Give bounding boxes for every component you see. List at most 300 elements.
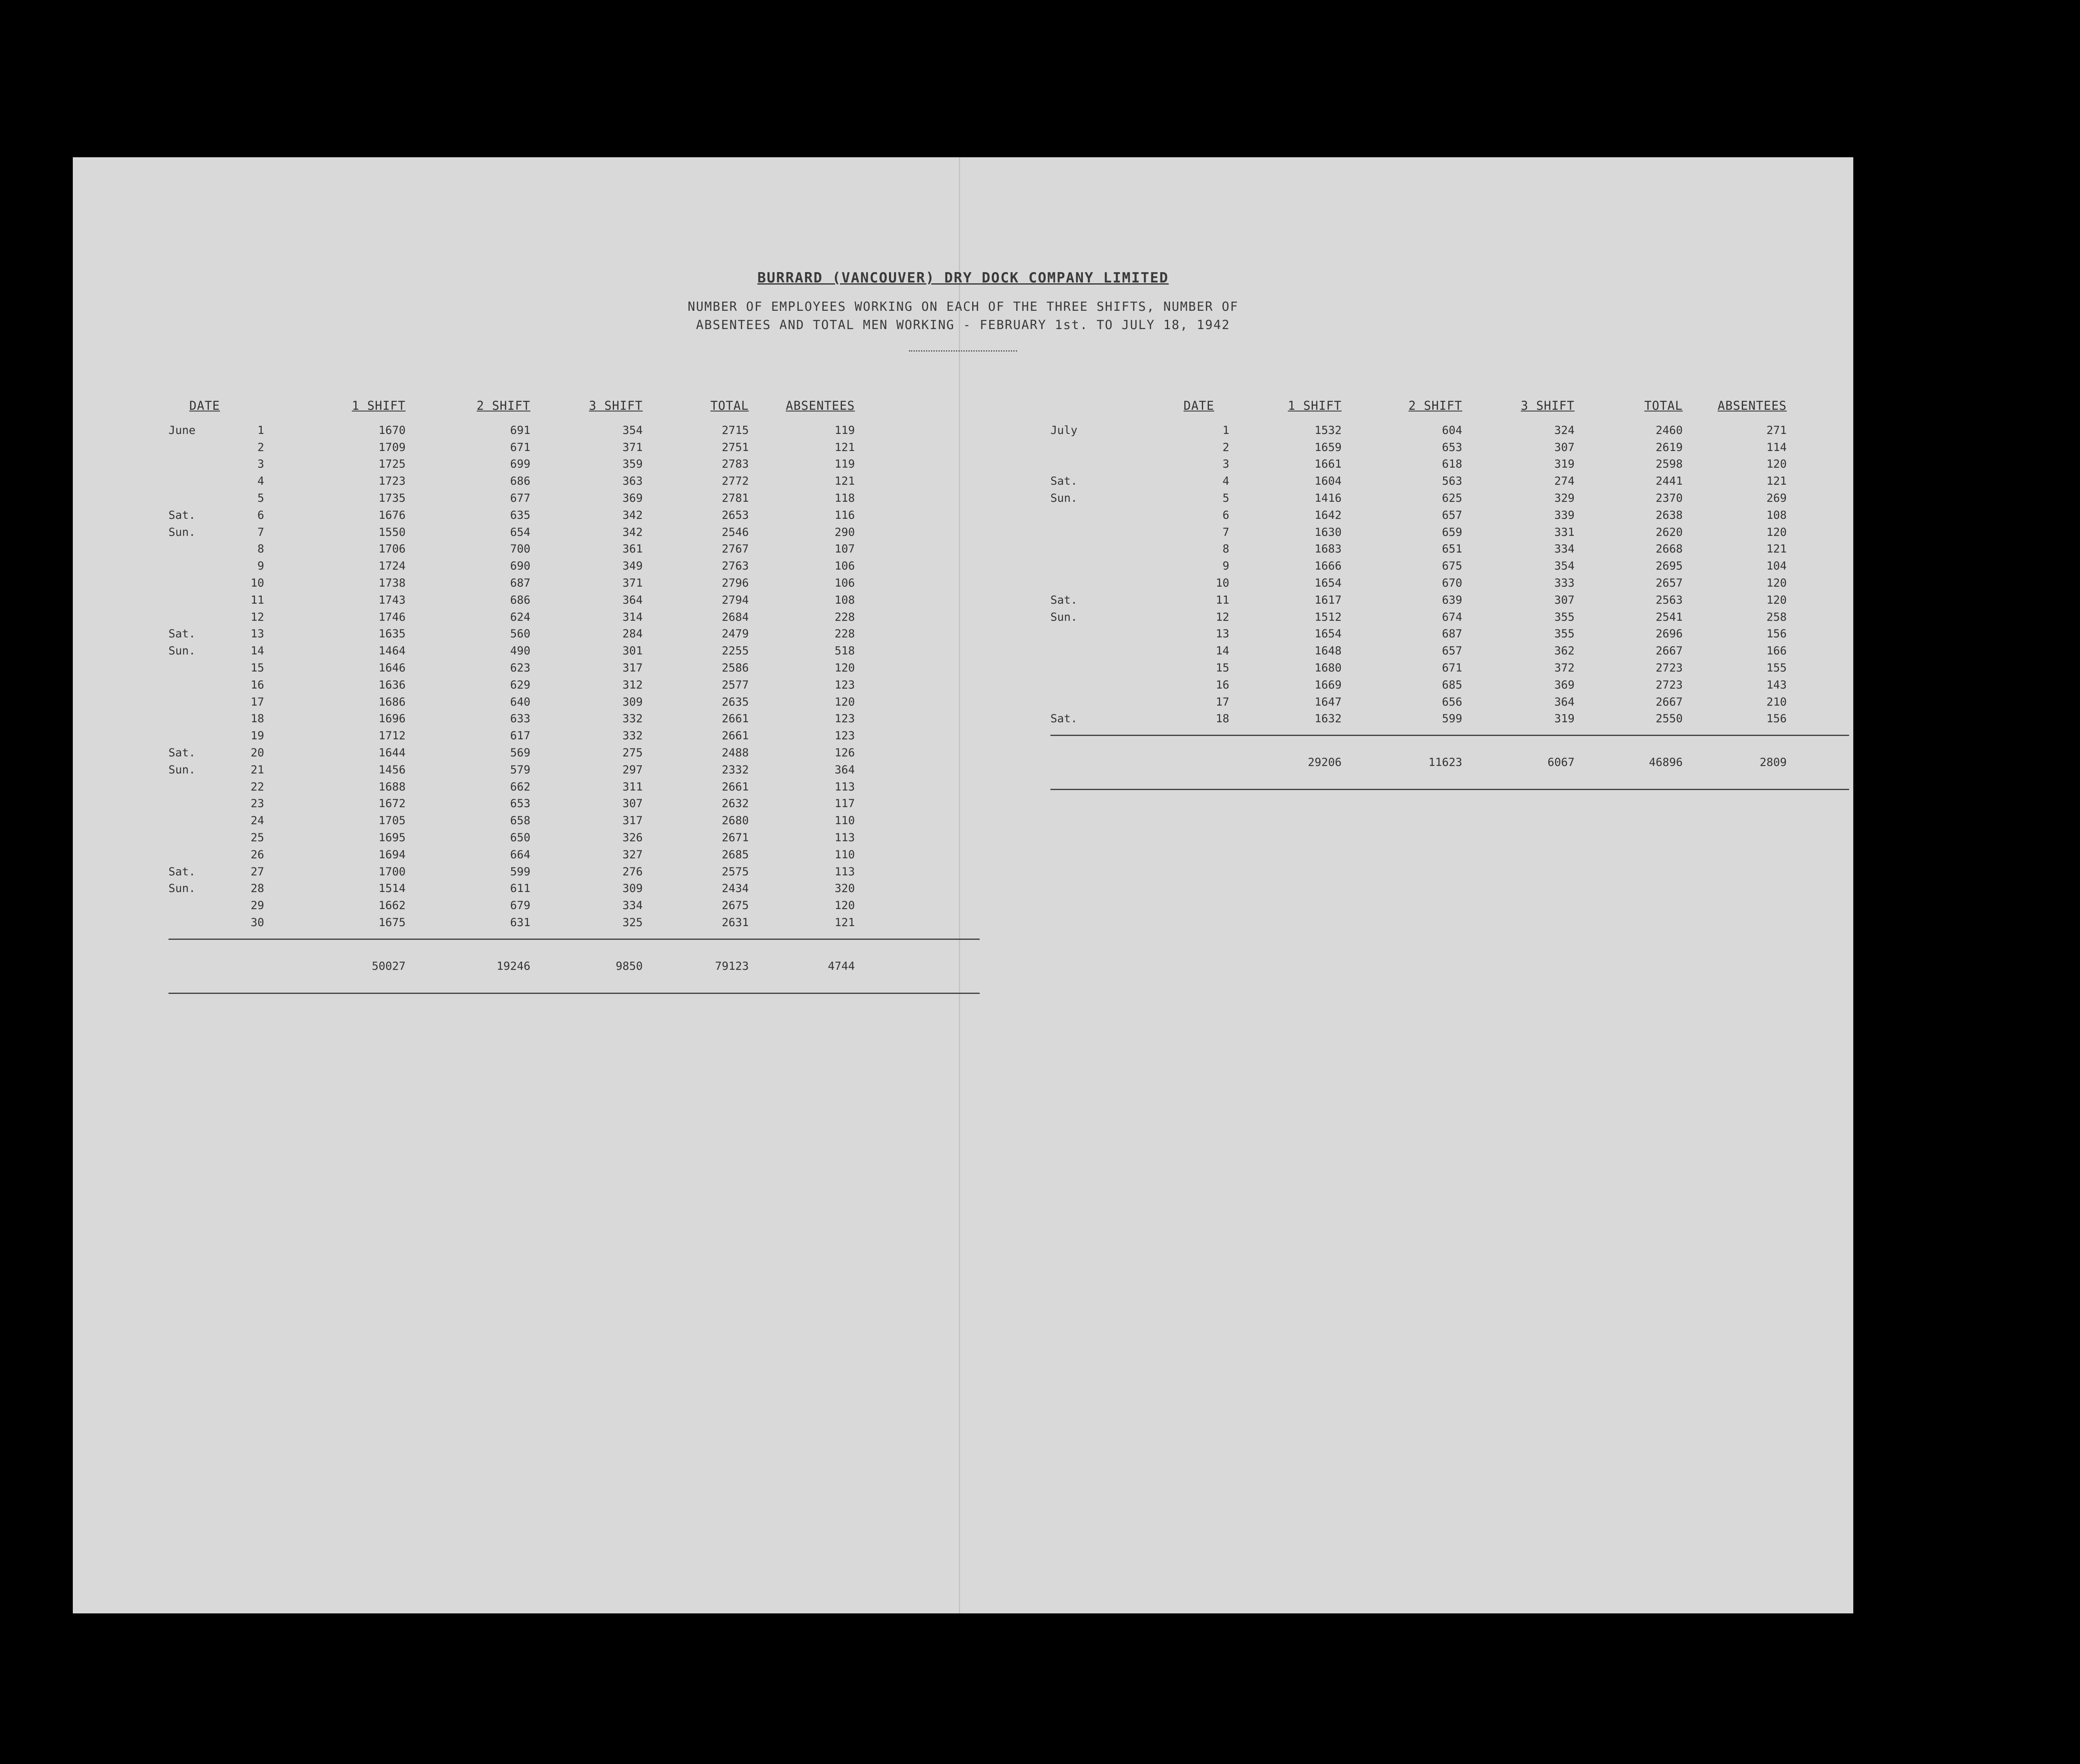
row-shift3: 274 <box>1554 475 1575 488</box>
row-shift2: 659 <box>1442 525 1462 539</box>
june-table-row <box>168 557 980 575</box>
row-day: Sun. <box>168 763 196 776</box>
row-shift2: 651 <box>1442 543 1462 556</box>
row-date: 16 <box>250 678 264 691</box>
june-table <box>168 399 980 994</box>
row-shift1: 1675 <box>378 916 406 929</box>
row-shift3: 363 <box>622 475 643 488</box>
row-shift1: 1688 <box>378 780 406 793</box>
june-table-row <box>168 880 980 897</box>
row-shift2: 599 <box>510 865 530 878</box>
row-date: 1 <box>1222 424 1229 437</box>
row-shift2: 604 <box>1442 424 1462 437</box>
june-table-row <box>168 422 980 439</box>
row-total: 2667 <box>1655 695 1683 709</box>
row-day: Sun. <box>168 882 196 895</box>
row-date: 20 <box>250 746 264 760</box>
row-absentees: 269 <box>1766 492 1787 505</box>
row-day: Sat. <box>1050 712 1078 726</box>
row-shift3: 284 <box>622 627 643 641</box>
row-shift1: 1512 <box>1314 610 1342 624</box>
col-date: DATE <box>1184 399 1214 413</box>
row-shift2: 650 <box>510 831 530 845</box>
document-header <box>73 270 1853 352</box>
row-absentees: 156 <box>1766 627 1787 641</box>
row-total: 2550 <box>1655 712 1683 726</box>
row-absentees: 121 <box>834 441 855 454</box>
row-day: Sun. <box>1050 492 1078 505</box>
july-table-row <box>1050 592 1849 609</box>
row-shift2: 686 <box>510 475 530 488</box>
col-shift2: 2 SHIFT <box>476 399 530 413</box>
row-shift3: 319 <box>1554 712 1575 726</box>
col-shift1: 1 SHIFT <box>352 399 406 413</box>
row-shift2: 618 <box>1442 458 1462 471</box>
row-shift2: 631 <box>510 916 530 929</box>
row-absentees: 123 <box>834 678 855 691</box>
row-total: 2675 <box>721 899 749 912</box>
june-rows <box>168 422 980 931</box>
col-absentees: ABSENTEES <box>785 399 855 413</box>
july-bottom-rule <box>1050 789 1849 790</box>
row-shift2: 671 <box>510 441 530 454</box>
row-total: 2546 <box>721 525 749 539</box>
june-table-row <box>168 727 980 744</box>
row-shift1: 1694 <box>378 848 406 861</box>
june-table-row <box>168 897 980 914</box>
row-absentees: 106 <box>834 577 855 590</box>
july-table-row <box>1050 676 1849 694</box>
row-total: 2479 <box>721 627 749 641</box>
row-shift2: 671 <box>1442 662 1462 675</box>
row-date: 14 <box>1216 644 1229 658</box>
june-table-row <box>168 676 980 694</box>
col-shift3: 3 SHIFT <box>1520 399 1575 413</box>
row-date: 30 <box>250 916 264 929</box>
row-date: 4 <box>1222 475 1229 488</box>
row-total: 2696 <box>1655 627 1683 641</box>
row-date: 23 <box>250 797 264 810</box>
row-absentees: 120 <box>1766 593 1787 607</box>
july-totals-row <box>1050 756 1849 769</box>
july-table-row <box>1050 557 1849 575</box>
june-table-row <box>168 439 980 456</box>
row-shift3: 325 <box>622 916 643 929</box>
col-total: TOTAL <box>710 399 749 413</box>
july-table-row <box>1050 659 1849 676</box>
row-date: 5 <box>257 492 264 505</box>
row-shift1: 1644 <box>378 746 406 760</box>
june-total-total: 79123 <box>715 959 749 973</box>
row-shift1: 1712 <box>378 729 406 743</box>
july-total-shift3: 6067 <box>1547 756 1575 769</box>
row-absentees: 110 <box>834 848 855 861</box>
row-shift2: 656 <box>1442 695 1462 709</box>
row-absentees: 123 <box>834 712 855 726</box>
june-table-row <box>168 829 980 846</box>
row-shift3: 297 <box>622 763 643 776</box>
row-absentees: 120 <box>1766 458 1787 471</box>
june-table-row <box>168 490 980 507</box>
row-shift1: 1617 <box>1314 593 1342 607</box>
row-total: 2598 <box>1655 458 1683 471</box>
row-absentees: 121 <box>1766 543 1787 556</box>
row-shift2: 490 <box>510 644 530 658</box>
june-table-row <box>168 524 980 541</box>
july-total-shift1: 29206 <box>1307 756 1342 769</box>
row-shift1: 1735 <box>378 492 406 505</box>
row-shift1: 1666 <box>1314 560 1342 573</box>
row-shift2: 700 <box>510 543 530 556</box>
row-date: 1 <box>257 424 264 437</box>
june-table-row <box>168 812 980 829</box>
july-rows <box>1050 422 1849 727</box>
row-shift1: 1672 <box>378 797 406 810</box>
row-shift1: 1670 <box>378 424 406 437</box>
row-shift3: 276 <box>622 865 643 878</box>
row-shift3: 354 <box>622 424 643 437</box>
row-shift3: 339 <box>1554 508 1575 522</box>
row-shift1: 1646 <box>378 662 406 675</box>
row-day: Sat. <box>1050 593 1078 607</box>
row-total: 2370 <box>1655 492 1683 505</box>
row-shift1: 1632 <box>1314 712 1342 726</box>
row-shift2: 679 <box>510 899 530 912</box>
june-bottom-rule <box>168 993 980 994</box>
row-shift1: 1648 <box>1314 644 1342 658</box>
row-date: 13 <box>250 627 264 641</box>
row-shift1: 1514 <box>378 882 406 895</box>
row-total: 2667 <box>1655 644 1683 658</box>
row-shift1: 1642 <box>1314 508 1342 522</box>
row-absentees: 120 <box>1766 525 1787 539</box>
july-table-row <box>1050 507 1849 524</box>
row-shift1: 1661 <box>1314 458 1342 471</box>
row-total: 2684 <box>721 610 749 624</box>
row-shift1: 1669 <box>1314 678 1342 691</box>
row-absentees: 120 <box>834 695 855 709</box>
row-total: 2671 <box>721 831 749 845</box>
row-absentees: 143 <box>1766 678 1787 691</box>
row-date: 25 <box>250 831 264 845</box>
row-shift2: 611 <box>510 882 530 895</box>
row-date: 24 <box>250 814 264 827</box>
row-date: 9 <box>1222 560 1229 573</box>
row-total: 2723 <box>1655 662 1683 675</box>
june-table-row <box>168 694 980 711</box>
row-date: 14 <box>250 644 264 658</box>
row-shift3: 371 <box>622 577 643 590</box>
row-absentees: 126 <box>834 746 855 760</box>
row-date: 19 <box>250 729 264 743</box>
row-absentees: 113 <box>834 865 855 878</box>
july-table-row <box>1050 473 1849 490</box>
row-shift3: 364 <box>1554 695 1575 709</box>
row-shift3: 342 <box>622 508 643 522</box>
row-total: 2631 <box>721 916 749 929</box>
row-shift2: 686 <box>510 593 530 607</box>
row-shift3: 326 <box>622 831 643 845</box>
row-shift1: 1654 <box>1314 577 1342 590</box>
row-shift3: 332 <box>622 712 643 726</box>
row-shift2: 653 <box>510 797 530 810</box>
row-date: 12 <box>1216 610 1229 624</box>
row-date: 27 <box>250 865 264 878</box>
june-table-row <box>168 541 980 558</box>
row-total: 2767 <box>721 543 749 556</box>
row-absentees: 107 <box>834 543 855 556</box>
july-table-row <box>1050 439 1849 456</box>
row-shift3: 355 <box>1554 610 1575 624</box>
row-shift1: 1680 <box>1314 662 1342 675</box>
june-table-row <box>168 795 980 813</box>
row-shift2: 670 <box>1442 577 1462 590</box>
row-date: 3 <box>257 458 264 471</box>
row-absentees: 121 <box>834 475 855 488</box>
row-absentees: 320 <box>834 882 855 895</box>
row-day: Sat. <box>1050 475 1078 488</box>
row-total: 2685 <box>721 848 749 861</box>
row-shift3: 369 <box>1554 678 1575 691</box>
row-shift1: 1654 <box>1314 627 1342 641</box>
row-shift3: 314 <box>622 610 643 624</box>
document-subtitle <box>589 298 1337 334</box>
june-total-absentees: 4744 <box>827 959 855 973</box>
row-shift1: 1532 <box>1314 424 1342 437</box>
row-absentees: 116 <box>834 508 855 522</box>
row-total: 2794 <box>721 593 749 607</box>
row-shift1: 1456 <box>378 763 406 776</box>
row-total: 2668 <box>1655 543 1683 556</box>
row-shift3: 309 <box>622 882 643 895</box>
row-absentees: 518 <box>834 644 855 658</box>
row-day: Sat. <box>168 627 196 641</box>
row-shift2: 699 <box>510 458 530 471</box>
row-date: 29 <box>250 899 264 912</box>
row-day: Sat. <box>168 508 196 522</box>
row-shift1: 1416 <box>1314 492 1342 505</box>
row-shift1: 1705 <box>378 814 406 827</box>
row-shift1: 1659 <box>1314 441 1342 454</box>
row-total: 2441 <box>1655 475 1683 488</box>
row-shift2: 563 <box>1442 475 1462 488</box>
july-totals-rule <box>1050 735 1849 736</box>
row-shift1: 1676 <box>378 508 406 522</box>
row-shift3: 307 <box>1554 593 1575 607</box>
row-shift1: 1635 <box>378 627 406 641</box>
row-shift3: 275 <box>622 746 643 760</box>
row-total: 2620 <box>1655 525 1683 539</box>
july-total-total: 46896 <box>1649 756 1683 769</box>
row-shift2: 654 <box>510 525 530 539</box>
row-date: 5 <box>1222 492 1229 505</box>
row-date: 10 <box>1216 577 1229 590</box>
row-shift2: 599 <box>1442 712 1462 726</box>
row-shift3: 349 <box>622 560 643 573</box>
row-shift1: 1709 <box>378 441 406 454</box>
row-absentees: 120 <box>1766 577 1787 590</box>
row-date: 11 <box>1216 593 1229 607</box>
row-shift2: 685 <box>1442 678 1462 691</box>
col-shift2: 2 SHIFT <box>1408 399 1462 413</box>
row-shift3: 329 <box>1554 492 1575 505</box>
row-shift2: 617 <box>510 729 530 743</box>
row-date: 28 <box>250 882 264 895</box>
subtitle-line-1: NUMBER OF EMPLOYEES WORKING ON EACH OF THE THREE SHIFTS, NUMBER OF <box>687 300 1239 314</box>
june-table-row <box>168 575 980 592</box>
july-table-row <box>1050 490 1849 507</box>
row-total: 2661 <box>721 712 749 726</box>
row-shift3: 333 <box>1554 577 1575 590</box>
row-shift3: 312 <box>622 678 643 691</box>
row-absentees: 119 <box>834 424 855 437</box>
july-table-row <box>1050 626 1849 643</box>
june-table-row <box>168 778 980 795</box>
row-date: 7 <box>1222 525 1229 539</box>
row-shift2: 640 <box>510 695 530 709</box>
row-total: 2577 <box>721 678 749 691</box>
row-shift1: 1695 <box>378 831 406 845</box>
june-table-row <box>168 744 980 761</box>
row-absentees: 121 <box>1766 475 1787 488</box>
row-absentees: 119 <box>834 458 855 471</box>
row-shift3: 361 <box>622 543 643 556</box>
row-shift3: 324 <box>1554 424 1575 437</box>
row-date: 2 <box>1222 441 1229 454</box>
june-table-row <box>168 914 980 931</box>
june-table-row <box>168 456 980 473</box>
row-total: 2763 <box>721 560 749 573</box>
row-date: 18 <box>1216 712 1229 726</box>
row-shift3: 332 <box>622 729 643 743</box>
row-total: 2638 <box>1655 508 1683 522</box>
row-date: 8 <box>257 543 264 556</box>
row-date: 8 <box>1222 543 1229 556</box>
june-table-row <box>168 846 980 863</box>
row-shift1: 1636 <box>378 678 406 691</box>
row-shift3: 354 <box>1554 560 1575 573</box>
row-date: 26 <box>250 848 264 861</box>
row-date: 22 <box>250 780 264 793</box>
row-shift1: 1724 <box>378 560 406 573</box>
row-shift3: 362 <box>1554 644 1575 658</box>
row-total: 2661 <box>721 729 749 743</box>
row-shift3: 371 <box>622 441 643 454</box>
row-total: 2619 <box>1655 441 1683 454</box>
row-absentees: 258 <box>1766 610 1787 624</box>
row-absentees: 104 <box>1766 560 1787 573</box>
row-total: 2586 <box>721 662 749 675</box>
row-shift3: 359 <box>622 458 643 471</box>
col-absentees: ABSENTEES <box>1717 399 1787 413</box>
row-total: 2796 <box>721 577 749 590</box>
col-date: DATE <box>189 399 220 413</box>
july-table-row <box>1050 575 1849 592</box>
row-day: Sat. <box>168 865 196 878</box>
row-total: 2434 <box>721 882 749 895</box>
july-table-row <box>1050 609 1849 626</box>
row-shift1: 1746 <box>378 610 406 624</box>
july-total-shift2: 11623 <box>1428 756 1462 769</box>
row-date: 6 <box>257 508 264 522</box>
row-date: 9 <box>257 560 264 573</box>
july-table <box>1050 399 1849 790</box>
june-table-row <box>168 659 980 676</box>
row-shift1: 1683 <box>1314 543 1342 556</box>
june-table-row <box>168 507 980 524</box>
row-shift2: 560 <box>510 627 530 641</box>
june-total-shift1: 50027 <box>371 959 406 973</box>
july-table-row <box>1050 524 1849 541</box>
row-shift1: 1700 <box>378 865 406 878</box>
row-shift2: 633 <box>510 712 530 726</box>
june-total-shift2: 19246 <box>496 959 530 973</box>
row-shift2: 623 <box>510 662 530 675</box>
row-total: 2695 <box>1655 560 1683 573</box>
row-shift3: 334 <box>622 899 643 912</box>
row-day: Sun. <box>168 525 196 539</box>
row-date: 17 <box>1216 695 1229 709</box>
row-shift1: 1647 <box>1314 695 1342 709</box>
row-shift2: 674 <box>1442 610 1462 624</box>
row-shift3: 372 <box>1554 662 1575 675</box>
row-shift1: 1662 <box>378 899 406 912</box>
row-day: Sun. <box>168 644 196 658</box>
june-table-row <box>168 473 980 490</box>
row-shift1: 1725 <box>378 458 406 471</box>
row-date: 11 <box>250 593 264 607</box>
subtitle-line-2: ABSENTEES AND TOTAL MEN WORKING - FEBRUARY 1st. TO JULY 18, 1942 <box>696 318 1230 332</box>
row-shift1: 1723 <box>378 475 406 488</box>
june-totals-row <box>168 960 980 973</box>
row-absentees: 210 <box>1766 695 1787 709</box>
row-date: 15 <box>1216 662 1229 675</box>
june-table-row <box>168 609 980 626</box>
row-date: 13 <box>1216 627 1229 641</box>
row-shift3: 319 <box>1554 458 1575 471</box>
row-shift1: 1743 <box>378 593 406 607</box>
row-total: 2460 <box>1655 424 1683 437</box>
row-absentees: 120 <box>834 662 855 675</box>
row-shift1: 1604 <box>1314 475 1342 488</box>
june-table-header <box>168 399 980 413</box>
row-day: July <box>1050 424 1078 437</box>
row-shift1: 1630 <box>1314 525 1342 539</box>
july-table-row <box>1050 642 1849 659</box>
row-total: 2255 <box>721 644 749 658</box>
row-day: Sat. <box>168 746 196 760</box>
row-shift3: 307 <box>1554 441 1575 454</box>
row-total: 2632 <box>721 797 749 810</box>
row-absentees: 271 <box>1766 424 1787 437</box>
june-total-shift3: 9850 <box>615 959 643 973</box>
row-total: 2751 <box>721 441 749 454</box>
row-shift1: 1696 <box>378 712 406 726</box>
row-shift3: 355 <box>1554 627 1575 641</box>
row-shift1: 1550 <box>378 525 406 539</box>
col-total: TOTAL <box>1644 399 1683 413</box>
july-table-row <box>1050 541 1849 558</box>
row-shift2: 687 <box>510 577 530 590</box>
row-absentees: 228 <box>834 610 855 624</box>
row-day: June <box>168 424 196 437</box>
row-date: 3 <box>1222 458 1229 471</box>
june-table-row <box>168 642 980 659</box>
row-total: 2575 <box>721 865 749 878</box>
row-date: 17 <box>250 695 264 709</box>
row-shift2: 635 <box>510 508 530 522</box>
row-day: Sun. <box>1050 610 1078 624</box>
